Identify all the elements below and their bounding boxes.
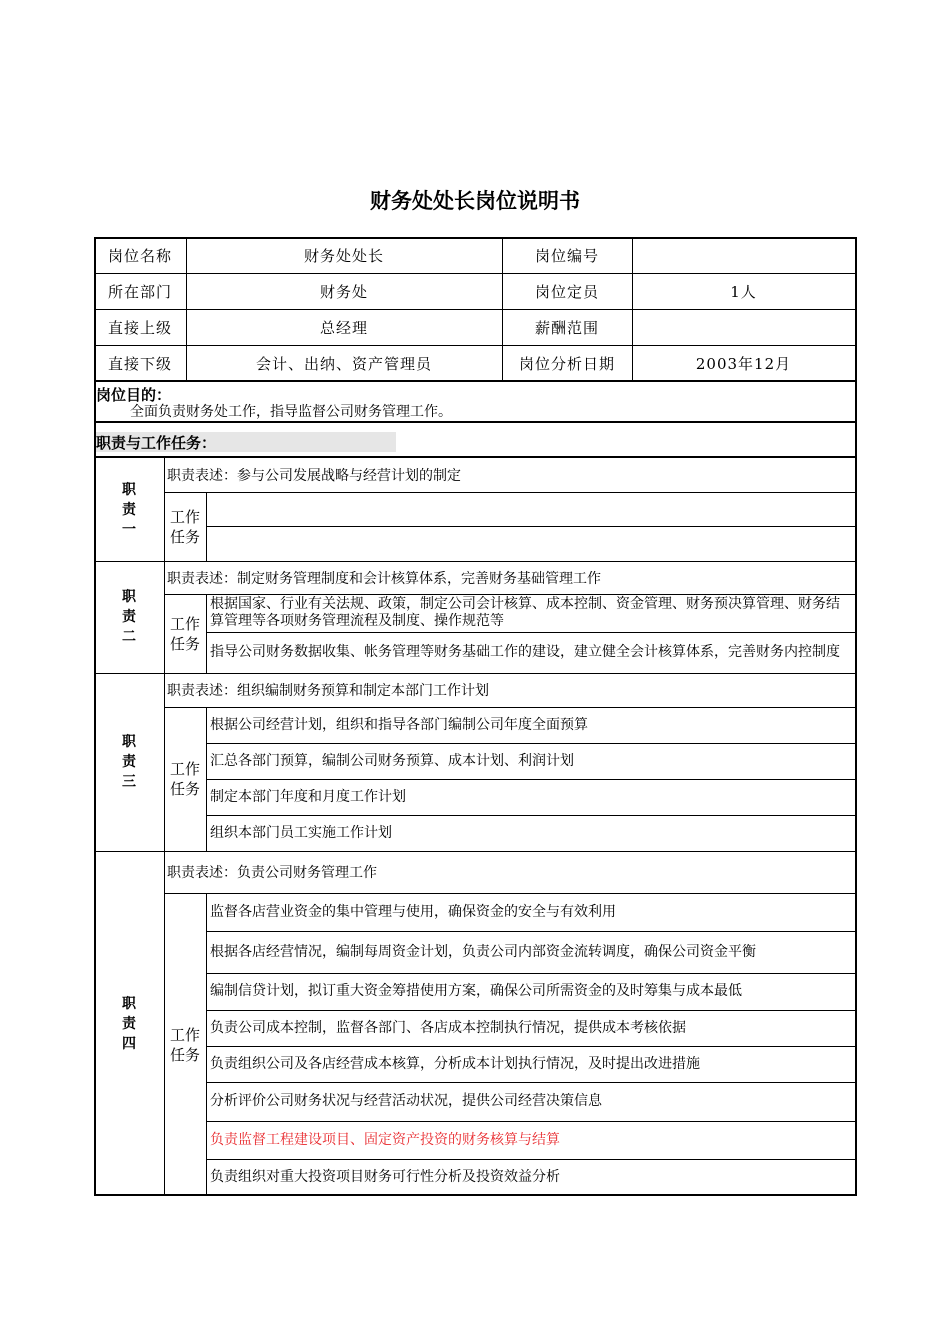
duty-label-1 [94, 458, 164, 561]
duty-3-task-4: 组织本部门员工实施工作计划 [210, 824, 392, 841]
grid-line [164, 707, 857, 708]
info-value-superior: 总经理 [319, 318, 368, 337]
info-value-headcount: 1人 [730, 282, 757, 301]
work-task-label-3-text: 工作任务 [169, 760, 200, 798]
info-label-position-name: 岗位名称 [107, 246, 172, 265]
purpose-heading: 岗位目的： [96, 386, 172, 404]
duty-label-2 [94, 561, 164, 673]
border-bottom [94, 1194, 857, 1196]
grid-line [206, 1046, 857, 1047]
grid-line [94, 673, 857, 674]
duty-4-task-4: 负责公司成本控制，监督各部门、各店成本控制执行情况，提供成本考核依据 [210, 1019, 686, 1036]
duty-description-1: 职责表述：参与公司发展战略与经营计划的制定 [167, 468, 461, 484]
duty-3-task-3: 制定本部门年度和月度工作计划 [210, 788, 406, 805]
info-label-salary-range: 薪酬范围 [534, 318, 599, 337]
info-label-position-code: 岗位编号 [534, 246, 599, 265]
work-task-label-3 [164, 707, 206, 851]
grid-line [632, 237, 633, 381]
grid-line [206, 1010, 857, 1011]
grid-line [94, 309, 857, 310]
page-title: 财务处处长岗位说明书 [370, 189, 580, 213]
grid-line [206, 1159, 857, 1160]
work-task-label-4 [164, 893, 206, 1196]
border-top [94, 237, 857, 239]
duty-label-3-text: 职责三 [122, 734, 136, 790]
grid-line [164, 492, 857, 493]
grid-line [94, 380, 857, 382]
work-task-label-4-text: 工作任务 [169, 1025, 200, 1064]
duty-4-task-5: 负责组织公司及各店经营成本核算，分析成本计划执行情况，及时提出改进措施 [210, 1055, 700, 1072]
grid-line [502, 237, 503, 381]
grid-line [206, 1082, 857, 1083]
info-value-analysis-date: 2003年12月 [695, 354, 792, 373]
grid-line [186, 237, 187, 381]
duty-4-task-3: 编制信贷计划，拟订重大资金筹措使用方案，确保公司所需资金的及时筹集与成本最低 [210, 983, 742, 999]
grid-line [206, 815, 857, 816]
grid-line [206, 594, 207, 673]
duty-1-task-1 [206, 492, 855, 526]
info-label-superior: 直接上级 [107, 318, 172, 337]
duty-4-task-8: 负责组织对重大投资项目财务可行性分析及投资效益分析 [210, 1169, 560, 1185]
grid-line [164, 893, 857, 894]
duty-label-4 [94, 851, 164, 1196]
grid-line [206, 973, 857, 974]
duty-label-1-text: 职责一 [122, 481, 136, 538]
duty-description-3: 职责表述：组织编制财务预算和制定本部门工作计划 [167, 683, 489, 699]
work-task-label-2 [164, 594, 206, 673]
grid-line [206, 1121, 857, 1122]
grid-line [94, 345, 857, 346]
duty-4-task-7: 负责监督工程建设项目、固定资产投资的财务核算与结算 [210, 1131, 560, 1148]
info-value-position-code [632, 237, 855, 273]
info-label-department: 所在部门 [107, 282, 172, 301]
duty-3-task-2: 汇总各部门预算，编制公司财务预算、成本计划、利润计划 [210, 752, 574, 769]
grid-line [94, 421, 857, 423]
purpose-text: 全面负责财务处工作，指导监督公司财务管理工作。 [130, 404, 452, 420]
duty-description-4: 职责表述：负责公司财务管理工作 [167, 865, 377, 881]
info-value-subordinates: 会计、出纳、资产管理员 [255, 354, 432, 373]
grid-line [164, 458, 165, 1196]
grid-line [206, 893, 207, 1196]
grid-line [94, 561, 857, 562]
info-label-analysis-date: 岗位分析日期 [518, 354, 615, 373]
info-label-subordinates: 直接下级 [107, 354, 172, 373]
grid-line [206, 779, 857, 780]
grid-line [94, 851, 857, 852]
duty-label-4-text: 职责四 [122, 995, 136, 1052]
grid-line [164, 594, 857, 595]
info-value-salary-range [632, 309, 855, 345]
duty-2-task-2: 指导公司财务数据收集、帐务管理等财务基础工作的建设，建立健全会计核算体系，完善财务内控制度 [210, 644, 840, 660]
duty-label-2-text: 职责二 [122, 589, 136, 645]
work-task-label-2-text: 工作任务 [169, 614, 200, 653]
grid-line [206, 931, 857, 932]
info-value-department: 财务处 [319, 282, 368, 301]
work-task-label-1 [164, 492, 206, 561]
job-description-table [94, 237, 857, 1196]
work-task-label-1-text: 工作任务 [169, 507, 200, 546]
duty-description-2: 职责表述：制定财务管理制度和会计核算体系，完善财务基础管理工作 [167, 570, 601, 587]
duty-3-task-1: 根据公司经营计划，组织和指导各部门编制公司年度全面预算 [210, 716, 588, 733]
grid-line [206, 526, 857, 527]
duty-4-task-2: 根据各店经营情况，编制每周资金计划，负责公司内部资金流转调度，确保公司资金平衡 [210, 943, 756, 960]
duty-2-task-1: 根据国家、行业有关法规、政策，制定公司会计核算、成本控制、资金管理、财务预决算管理、财务结算管理等各项财务管理流程及制度、操作规范等 [210, 596, 840, 629]
duty-4-task-1: 监督各店营业资金的集中管理与使用，确保资金的安全与有效利用 [210, 903, 616, 920]
duty-4-task-6: 分析评价公司财务状况与经营活动状况，提供公司经营决策信息 [210, 1093, 602, 1109]
info-value-position-name: 财务处处长 [303, 246, 384, 265]
info-label-headcount: 岗位定员 [534, 282, 599, 301]
grid-line [206, 632, 857, 633]
duty-1-task-2 [206, 526, 855, 561]
grid-line [94, 273, 857, 274]
grid-line [94, 456, 857, 458]
grid-line [206, 743, 857, 744]
duties-heading: 职责与工作任务： [96, 432, 396, 452]
duty-label-3 [94, 673, 164, 851]
